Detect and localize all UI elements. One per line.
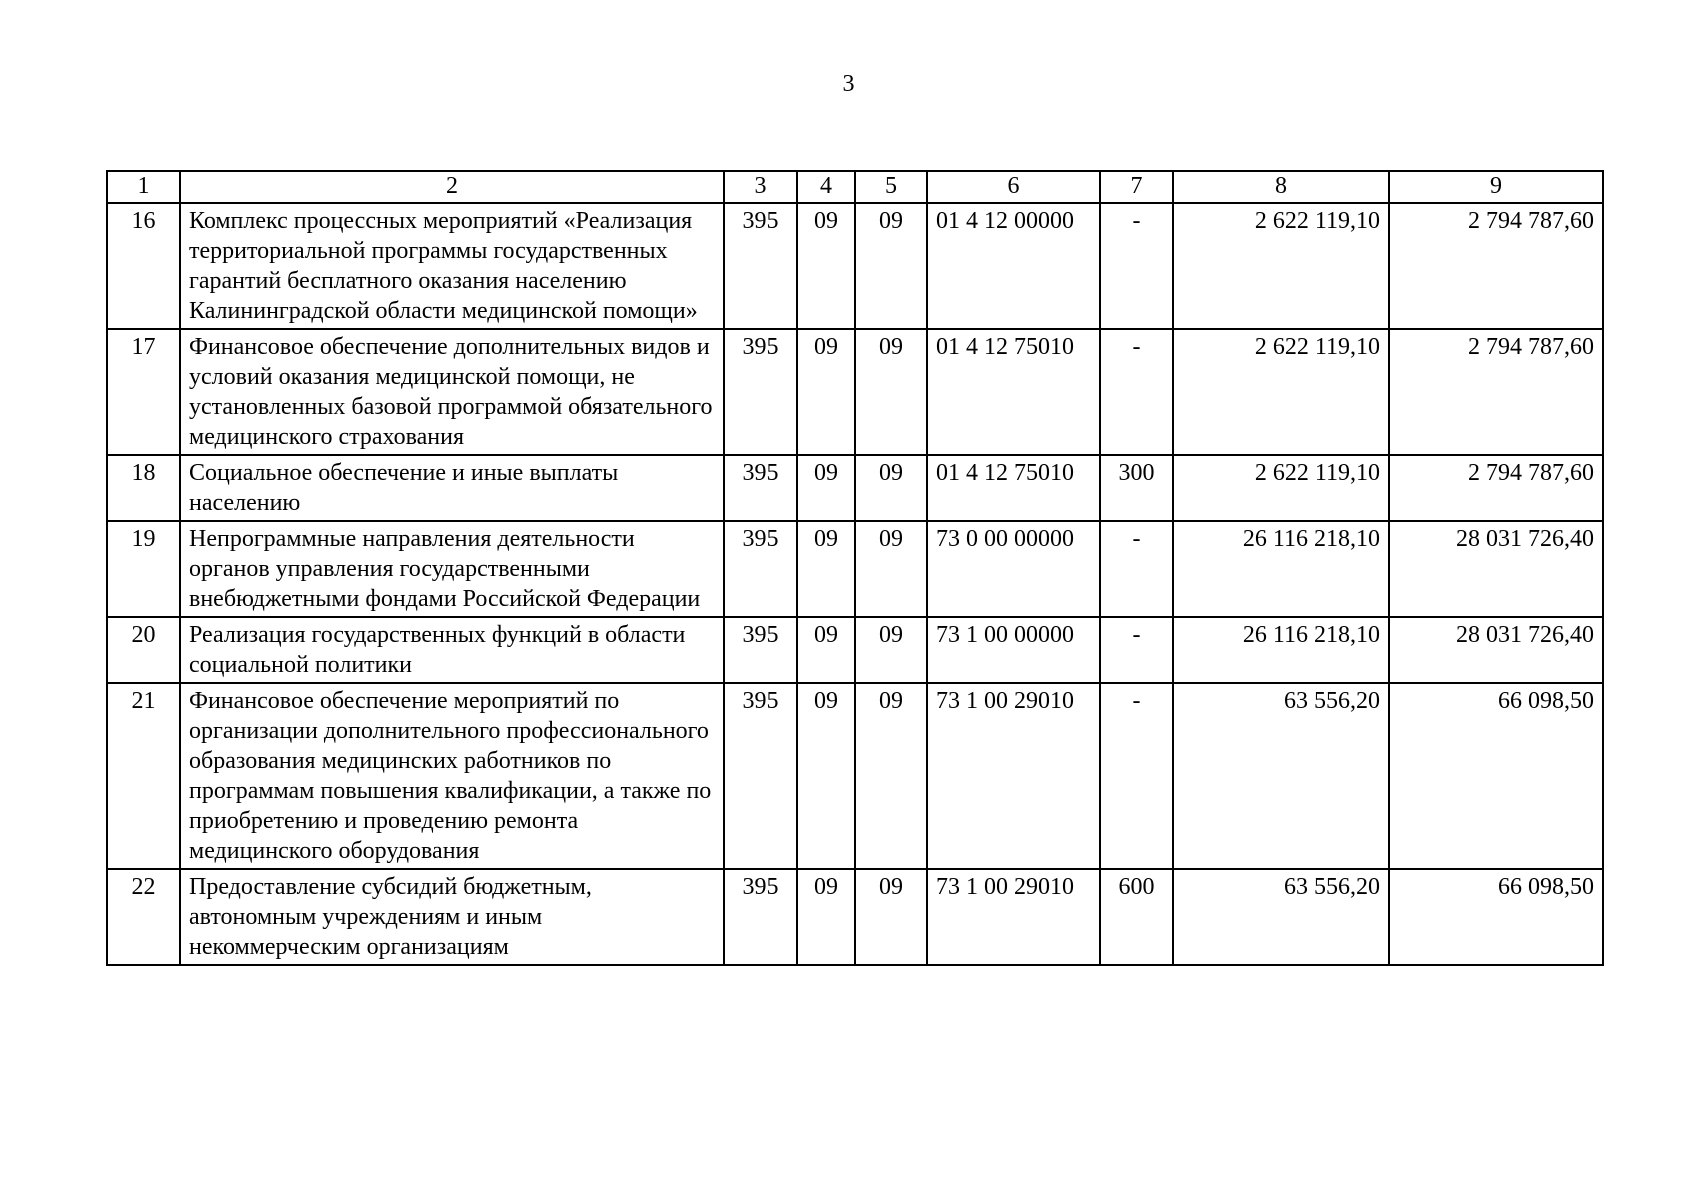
row-rz: 09 [797,521,855,617]
row-gr: 395 [724,617,797,683]
row-pr: 09 [855,203,927,329]
row-rz: 09 [797,203,855,329]
header-cell: 5 [855,171,927,203]
row-gr: 395 [724,329,797,455]
row-amount-1: 2 622 119,10 [1173,203,1389,329]
row-rz: 09 [797,617,855,683]
row-number: 17 [107,329,180,455]
table-row [107,617,1603,683]
row-number: 18 [107,455,180,521]
row-pr: 09 [855,455,927,521]
row-name: Финансовое обеспечение дополнительных видов и условий оказания медицинской помощи, не установленных базовой программой обязательного медицинского страхования [180,329,724,455]
header-cell: 7 [1100,171,1173,203]
row-name: Финансовое обеспечение мероприятий по организации дополнительного профессионального образования медицинских работников по программам повышения квалификации, а также по приобретению и проведению ремонта медицинского оборудования [180,683,724,869]
table-body [107,203,1603,965]
row-number: 16 [107,203,180,329]
header-cell: 4 [797,171,855,203]
row-amount-2: 28 031 726,40 [1389,617,1603,683]
row-gr: 395 [724,683,797,869]
row-amount-2: 66 098,50 [1389,869,1603,965]
row-vr: 600 [1100,869,1173,965]
row-csr: 73 1 00 29010 [927,869,1100,965]
row-amount-2: 2 794 787,60 [1389,455,1603,521]
row-csr: 01 4 12 00000 [927,203,1100,329]
table-row [107,683,1603,869]
row-amount-1: 63 556,20 [1173,869,1389,965]
table-header [107,171,1603,203]
row-name: Предоставление субсидий бюджетным, автономным учреждениям и иным некоммерческим организациям [180,869,724,965]
row-amount-1: 63 556,20 [1173,683,1389,869]
row-pr: 09 [855,521,927,617]
row-vr: - [1100,329,1173,455]
budget-table [106,170,1604,966]
row-vr: 300 [1100,455,1173,521]
row-vr: - [1100,521,1173,617]
row-rz: 09 [797,869,855,965]
row-amount-2: 2 794 787,60 [1389,329,1603,455]
row-number: 19 [107,521,180,617]
row-rz: 09 [797,455,855,521]
header-cell: 8 [1173,171,1389,203]
row-vr: - [1100,683,1173,869]
row-pr: 09 [855,329,927,455]
header-row [107,171,1603,203]
row-vr: - [1100,617,1173,683]
table-row [107,869,1603,965]
row-number: 20 [107,617,180,683]
row-name: Комплекс процессных мероприятий «Реализация территориальной программы государственных гарантий бесплатного оказания населению Калининградской области медицинской помощи» [180,203,724,329]
row-amount-1: 2 622 119,10 [1173,329,1389,455]
header-cell: 9 [1389,171,1603,203]
row-amount-2: 28 031 726,40 [1389,521,1603,617]
header-cell: 2 [180,171,724,203]
table-row [107,329,1603,455]
row-rz: 09 [797,683,855,869]
row-amount-1: 2 622 119,10 [1173,455,1389,521]
row-amount-1: 26 116 218,10 [1173,617,1389,683]
row-rz: 09 [797,329,855,455]
header-cell: 3 [724,171,797,203]
row-csr: 01 4 12 75010 [927,455,1100,521]
row-gr: 395 [724,203,797,329]
table-row [107,203,1603,329]
row-gr: 395 [724,869,797,965]
row-csr: 73 0 00 00000 [927,521,1100,617]
row-csr: 73 1 00 00000 [927,617,1100,683]
table-row [107,455,1603,521]
row-gr: 395 [724,521,797,617]
row-amount-2: 66 098,50 [1389,683,1603,869]
row-pr: 09 [855,869,927,965]
row-name: Реализация государственных функций в области социальной политики [180,617,724,683]
row-number: 21 [107,683,180,869]
row-pr: 09 [855,617,927,683]
row-name: Социальное обеспечение и иные выплаты населению [180,455,724,521]
row-name: Непрограммные направления деятельности органов управления государственными внебюджетными фондами Российской Федерации [180,521,724,617]
table-row [107,521,1603,617]
row-amount-1: 26 116 218,10 [1173,521,1389,617]
row-amount-2: 2 794 787,60 [1389,203,1603,329]
row-csr: 01 4 12 75010 [927,329,1100,455]
row-pr: 09 [855,683,927,869]
row-csr: 73 1 00 29010 [927,683,1100,869]
page-number: 3 [842,71,855,97]
row-gr: 395 [724,455,797,521]
header-cell: 1 [107,171,180,203]
row-vr: - [1100,203,1173,329]
header-cell: 6 [927,171,1100,203]
row-number: 22 [107,869,180,965]
